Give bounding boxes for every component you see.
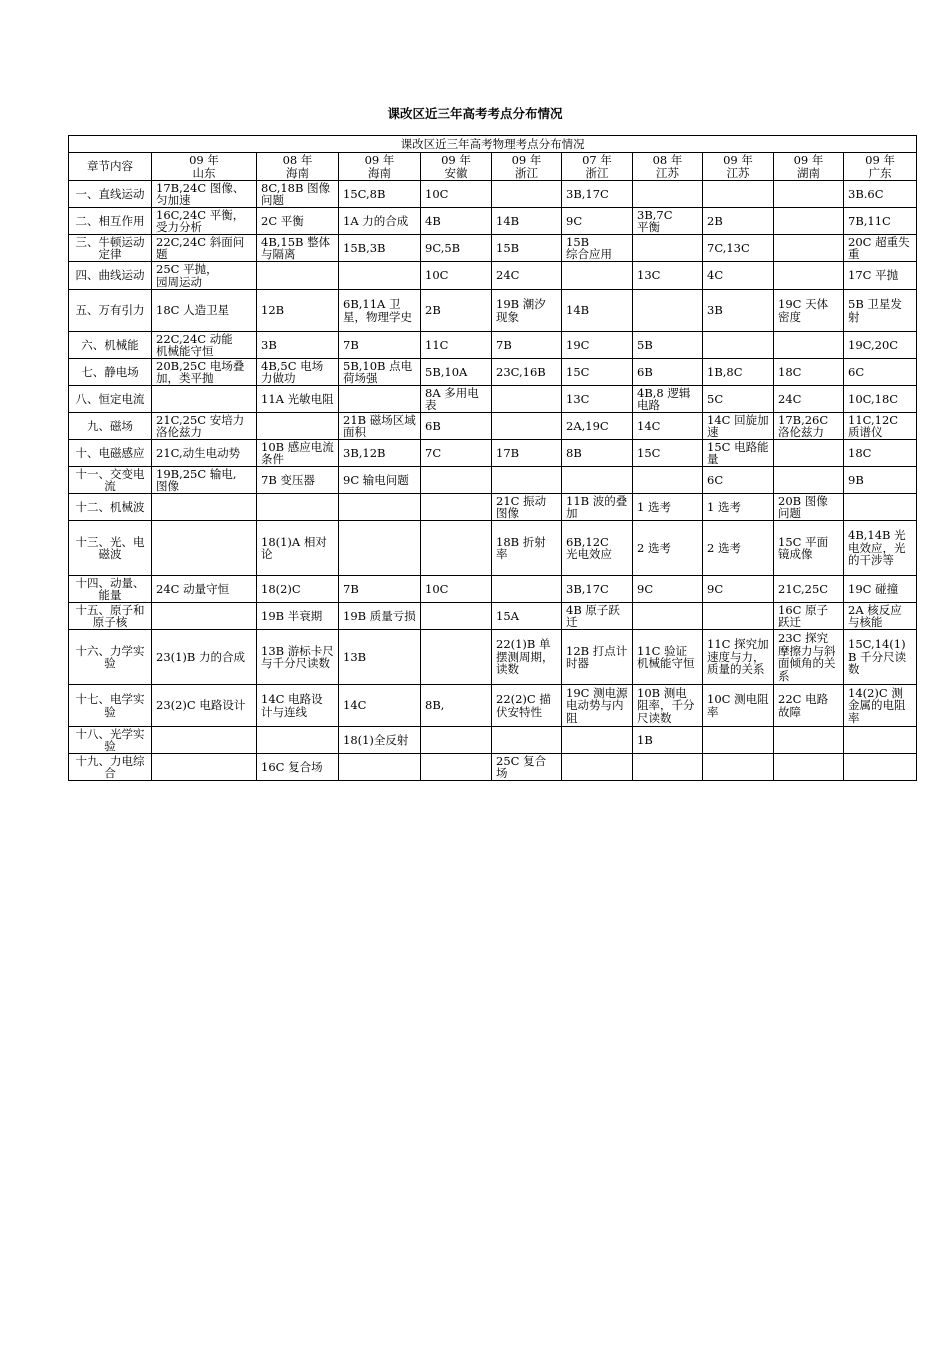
- table-cell: [774, 332, 844, 359]
- table-cell: [774, 754, 844, 781]
- table-cell: 6B: [421, 413, 492, 440]
- column-header: 09 年 海南: [339, 153, 421, 181]
- table-cell: 10C 测电阻率: [703, 685, 774, 727]
- table-cell: 4B,5C 电场力做功: [257, 359, 339, 386]
- table-cell: 24C: [774, 386, 844, 413]
- table-cell: 15A: [492, 603, 562, 630]
- table-cell: 19C: [562, 332, 633, 359]
- table-cell: 13C: [633, 262, 703, 290]
- table-cell: 19B,25C 输电, 图像: [152, 467, 257, 494]
- table-cell: 11C 验证机械能守恒: [633, 630, 703, 685]
- table-cell: 19B 半衰期: [257, 603, 339, 630]
- table-cell: 6B,12C 光电效应: [562, 521, 633, 576]
- chapter-cell: 八、恒定电流: [69, 386, 152, 413]
- table-cell: [633, 754, 703, 781]
- table-row: [69, 359, 917, 386]
- table-cell: 5B: [633, 332, 703, 359]
- table-cell: 3B.6C: [844, 181, 917, 208]
- column-header: 09 年 湖南: [774, 153, 844, 181]
- table-cell: [257, 413, 339, 440]
- table-cell: 15C 平面镜成像: [774, 521, 844, 576]
- table-cell: 2A 核反应与核能: [844, 603, 917, 630]
- table-row: [69, 727, 917, 754]
- table-cell: [421, 754, 492, 781]
- table-cell: 18C 人造卫星: [152, 290, 257, 332]
- table-cell: 9B: [844, 467, 917, 494]
- table-cell: 24C 动量守恒: [152, 576, 257, 603]
- table-cell: [152, 521, 257, 576]
- table-cell: 10C: [421, 262, 492, 290]
- table-cell: [844, 754, 917, 781]
- table-cell: [562, 262, 633, 290]
- table-cell: 15B,3B: [339, 235, 421, 262]
- table-cell: 14B: [492, 208, 562, 235]
- table-cell: 11C 探究加速度与力，质量的关系: [703, 630, 774, 685]
- table-cell: 2B: [421, 290, 492, 332]
- table-cell: 2 选考: [703, 521, 774, 576]
- table-cell: 15B: [492, 235, 562, 262]
- table-cell: 5B 卫星发射: [844, 290, 917, 332]
- table-cell: 6C: [844, 359, 917, 386]
- table-cell: 9C: [562, 208, 633, 235]
- chapter-cell: 三、牛顿运动定律: [69, 235, 152, 262]
- table-cell: 25C 平抛， 园周运动: [152, 262, 257, 290]
- table-row: [69, 235, 917, 262]
- table-cell: [152, 727, 257, 754]
- table-cell: [152, 386, 257, 413]
- column-header: 09 年 安徽: [421, 153, 492, 181]
- table-cell: 18(2)C: [257, 576, 339, 603]
- column-header: 08 年 江苏: [633, 153, 703, 181]
- table-cell: 7B: [339, 332, 421, 359]
- table-cell: 12B: [257, 290, 339, 332]
- table-cell: 23(1)B 力的合成: [152, 630, 257, 685]
- table-cell: 8A 多用电表: [421, 386, 492, 413]
- table-row: [69, 521, 917, 576]
- table-cell: 8C,18B 图像问题: [257, 181, 339, 208]
- table-cell: [492, 727, 562, 754]
- table-cell: 10B 测电阻率，千分尺读数: [633, 685, 703, 727]
- table-caption: 课改区近三年高考物理考点分布情况: [69, 136, 917, 153]
- table-cell: [492, 386, 562, 413]
- table-cell: 17B: [492, 440, 562, 467]
- table-row: [69, 754, 917, 781]
- table-cell: 16C 复合场: [257, 754, 339, 781]
- table-cell: 13B 游标卡尺与千分尺读数: [257, 630, 339, 685]
- table-cell: 23C 探究摩擦力与斜面倾角的关系: [774, 630, 844, 685]
- table-cell: 18B 折射率: [492, 521, 562, 576]
- table-cell: 1 选考: [703, 494, 774, 521]
- table-cell: [774, 727, 844, 754]
- table-cell: [633, 603, 703, 630]
- table-cell: 6C: [703, 467, 774, 494]
- table-cell: 6B,11A 卫星，物理学史: [339, 290, 421, 332]
- table-cell: [339, 521, 421, 576]
- table-cell: [152, 754, 257, 781]
- table-cell: 21C 振动图像: [492, 494, 562, 521]
- table-cell: 1B,8C: [703, 359, 774, 386]
- table-row: [69, 603, 917, 630]
- page-title: 课改区近三年高考考点分布情况: [387, 106, 563, 121]
- table-cell: 19B 质量亏损: [339, 603, 421, 630]
- table-cell: 17B,26C 洛伦兹力: [774, 413, 844, 440]
- table-cell: [339, 494, 421, 521]
- table-header-row: [69, 153, 917, 181]
- table-cell: 1A 力的合成: [339, 208, 421, 235]
- chapter-cell: 十三、光、电磁波: [69, 521, 152, 576]
- chapter-cell: 十、电磁感应: [69, 440, 152, 467]
- table-cell: [703, 754, 774, 781]
- table-cell: 3B,7C 平衡: [633, 208, 703, 235]
- table-cell: 23(2)C 电路设计: [152, 685, 257, 727]
- table-cell: [257, 262, 339, 290]
- table-cell: [703, 603, 774, 630]
- table-cell: 11A 光敏电阻: [257, 386, 339, 413]
- table-cell: [492, 576, 562, 603]
- table-cell: 5C: [703, 386, 774, 413]
- chapter-cell: 四、曲线运动: [69, 262, 152, 290]
- table-cell: 15C: [633, 440, 703, 467]
- table-cell: 15C,8B: [339, 181, 421, 208]
- table-cell: 7C,13C: [703, 235, 774, 262]
- table-cell: 7C: [421, 440, 492, 467]
- table-cell: [492, 181, 562, 208]
- table-cell: [339, 754, 421, 781]
- table-row: [69, 576, 917, 603]
- table-cell: [633, 467, 703, 494]
- table-cell: [339, 386, 421, 413]
- table-row: [69, 386, 917, 413]
- chapter-cell: 十九、力电综合: [69, 754, 152, 781]
- table-cell: 2A,19C: [562, 413, 633, 440]
- table-cell: 20B,25C 电场叠加，类平抛: [152, 359, 257, 386]
- table-cell: 5B,10B 点电荷场强: [339, 359, 421, 386]
- table-cell: [633, 235, 703, 262]
- table-cell: 25C 复合场: [492, 754, 562, 781]
- chapter-cell: 十五、原子和原子核: [69, 603, 152, 630]
- table-cell: 21C,动生电动势: [152, 440, 257, 467]
- table-cell: 19C,20C: [844, 332, 917, 359]
- table-cell: [774, 262, 844, 290]
- table-cell: 7B,11C: [844, 208, 917, 235]
- table-row: [69, 630, 917, 685]
- table-cell: 11B 波的叠加: [562, 494, 633, 521]
- table-cell: 1 选考: [633, 494, 703, 521]
- table-cell: 24C: [492, 262, 562, 290]
- table-row: [69, 290, 917, 332]
- table-cell: 18C: [844, 440, 917, 467]
- table-cell: 7B: [492, 332, 562, 359]
- table-cell: [421, 630, 492, 685]
- table-cell: [562, 754, 633, 781]
- table-cell: 15C: [562, 359, 633, 386]
- table-row: [69, 262, 917, 290]
- table-cell: [152, 494, 257, 521]
- table-cell: [421, 727, 492, 754]
- table-cell: 8B: [562, 440, 633, 467]
- table-cell: 4B 原子跃迁: [562, 603, 633, 630]
- table-cell: 15B 综合应用: [562, 235, 633, 262]
- chapter-cell: 六、机械能: [69, 332, 152, 359]
- table-cell: [774, 235, 844, 262]
- table-cell: 22C,24C 斜面问题: [152, 235, 257, 262]
- table-cell: 22(1)B 单摆测周期，读数: [492, 630, 562, 685]
- table-cell: [562, 727, 633, 754]
- table-cell: 11C: [421, 332, 492, 359]
- table-cell: 18(1)全反射: [339, 727, 421, 754]
- table-cell: 20B 图像问题: [774, 494, 844, 521]
- table-cell: 3B,17C: [562, 576, 633, 603]
- table-cell: [492, 413, 562, 440]
- column-header: 章节内容: [69, 153, 152, 181]
- table-cell: [421, 603, 492, 630]
- table-cell: [421, 467, 492, 494]
- table-cell: [492, 467, 562, 494]
- chapter-cell: 十六、力学实验: [69, 630, 152, 685]
- table-cell: 10C: [421, 181, 492, 208]
- column-header: 09 年 江苏: [703, 153, 774, 181]
- table-row: [69, 440, 917, 467]
- table-cell: 12B 打点计时器: [562, 630, 633, 685]
- table-cell: [562, 467, 633, 494]
- table-cell: 2B: [703, 208, 774, 235]
- table-cell: [774, 208, 844, 235]
- table-cell: [633, 290, 703, 332]
- table-cell: 17B,24C 图像、匀加速: [152, 181, 257, 208]
- column-header: 09 年 浙江: [492, 153, 562, 181]
- table-cell: 15C,14(1)B 千分尺读数: [844, 630, 917, 685]
- table-row: [69, 467, 917, 494]
- exam-topic-table: [68, 135, 917, 781]
- column-header: 08 年 海南: [257, 153, 339, 181]
- table-cell: [774, 181, 844, 208]
- table-cell: [703, 181, 774, 208]
- chapter-cell: 十四、动量、能量: [69, 576, 152, 603]
- table-cell: 4B: [421, 208, 492, 235]
- table-cell: 18C: [774, 359, 844, 386]
- chapter-cell: 十一、交变电流: [69, 467, 152, 494]
- table-cell: [703, 332, 774, 359]
- chapter-cell: 九、磁场: [69, 413, 152, 440]
- table-cell: 3B,12B: [339, 440, 421, 467]
- table-cell: 4B,8 逻辑电路: [633, 386, 703, 413]
- table-cell: 9C: [703, 576, 774, 603]
- table-cell: 9C 输电问题: [339, 467, 421, 494]
- table-cell: 4B,14B 光电效应，光的干涉等: [844, 521, 917, 576]
- chapter-cell: 一、直线运动: [69, 181, 152, 208]
- table-cell: [421, 521, 492, 576]
- column-header: 09 年 广东: [844, 153, 917, 181]
- table-cell: 3B,17C: [562, 181, 633, 208]
- table-cell: 14C: [339, 685, 421, 727]
- table-cell: 22C,24C 动能 机械能守恒: [152, 332, 257, 359]
- table-cell: 19C 测电源电动势与内阻: [562, 685, 633, 727]
- table-cell: 22C 电路故障: [774, 685, 844, 727]
- table-cell: 6B: [633, 359, 703, 386]
- table-cell: 21B 磁场区域面积: [339, 413, 421, 440]
- table-cell: 5B,10A: [421, 359, 492, 386]
- table-cell: 7B: [339, 576, 421, 603]
- table-cell: 16C,24C 平衡，受力分析: [152, 208, 257, 235]
- table-cell: 14C 电路设计与连线: [257, 685, 339, 727]
- table-cell: 2 选考: [633, 521, 703, 576]
- table-cell: 15C 电路能量: [703, 440, 774, 467]
- table-row: [69, 332, 917, 359]
- table-cell: 23C,16B: [492, 359, 562, 386]
- table-cell: 13C: [562, 386, 633, 413]
- chapter-cell: 五、万有引力: [69, 290, 152, 332]
- table-cell: 14C 回旋加速: [703, 413, 774, 440]
- table-cell: [844, 727, 917, 754]
- table-cell: 2C 平衡: [257, 208, 339, 235]
- chapter-cell: 二、相互作用: [69, 208, 152, 235]
- table-cell: 19C 天体密度: [774, 290, 844, 332]
- table-cell: [774, 440, 844, 467]
- table-row: [69, 413, 917, 440]
- table-cell: [257, 494, 339, 521]
- table-cell: [152, 603, 257, 630]
- table-cell: 22(2)C 描伏安特性: [492, 685, 562, 727]
- table-row: [69, 208, 917, 235]
- table-cell: 7B 变压器: [257, 467, 339, 494]
- table-cell: 1B: [633, 727, 703, 754]
- table-cell: 3B: [703, 290, 774, 332]
- table-cell: 21C,25C 安培力洛伦兹力: [152, 413, 257, 440]
- table-caption-row: [69, 136, 917, 153]
- table-cell: 14B: [562, 290, 633, 332]
- table-cell: 14C: [633, 413, 703, 440]
- table-cell: [421, 494, 492, 521]
- table-cell: 11C,12C 质谱仪: [844, 413, 917, 440]
- table-cell: 16C 原子跃迁: [774, 603, 844, 630]
- chapter-cell: 十二、机械波: [69, 494, 152, 521]
- table-cell: [774, 467, 844, 494]
- table-cell: [257, 727, 339, 754]
- table-cell: 4B,15B 整体与隔离: [257, 235, 339, 262]
- table-row: [69, 181, 917, 208]
- column-header: 09 年 山东: [152, 153, 257, 181]
- chapter-cell: 十八、光学实验: [69, 727, 152, 754]
- table-cell: 10C: [421, 576, 492, 603]
- table-cell: [339, 262, 421, 290]
- table-row: [69, 494, 917, 521]
- table-cell: [844, 494, 917, 521]
- chapter-cell: 十七、电学实验: [69, 685, 152, 727]
- table-cell: 3B: [257, 332, 339, 359]
- table-cell: 13B: [339, 630, 421, 685]
- table-cell: 4C: [703, 262, 774, 290]
- table-cell: 9C: [633, 576, 703, 603]
- table-cell: [633, 181, 703, 208]
- table-cell: 10B 感应电流条件: [257, 440, 339, 467]
- table-cell: 18(1)A 相对论: [257, 521, 339, 576]
- table-cell: 14(2)C 测金属的电阻率: [844, 685, 917, 727]
- table-cell: 17C 平抛: [844, 262, 917, 290]
- column-header: 07 年 浙江: [562, 153, 633, 181]
- chapter-cell: 七、静电场: [69, 359, 152, 386]
- table-cell: 19C 碰撞: [844, 576, 917, 603]
- table-row: [69, 685, 917, 727]
- table-cell: 9C,5B: [421, 235, 492, 262]
- table-cell: 21C,25C: [774, 576, 844, 603]
- table-cell: 8B,: [421, 685, 492, 727]
- table-cell: 10C,18C: [844, 386, 917, 413]
- table-cell: [703, 727, 774, 754]
- table-cell: 20C 超重失重: [844, 235, 917, 262]
- table-cell: 19B 潮汐现象: [492, 290, 562, 332]
